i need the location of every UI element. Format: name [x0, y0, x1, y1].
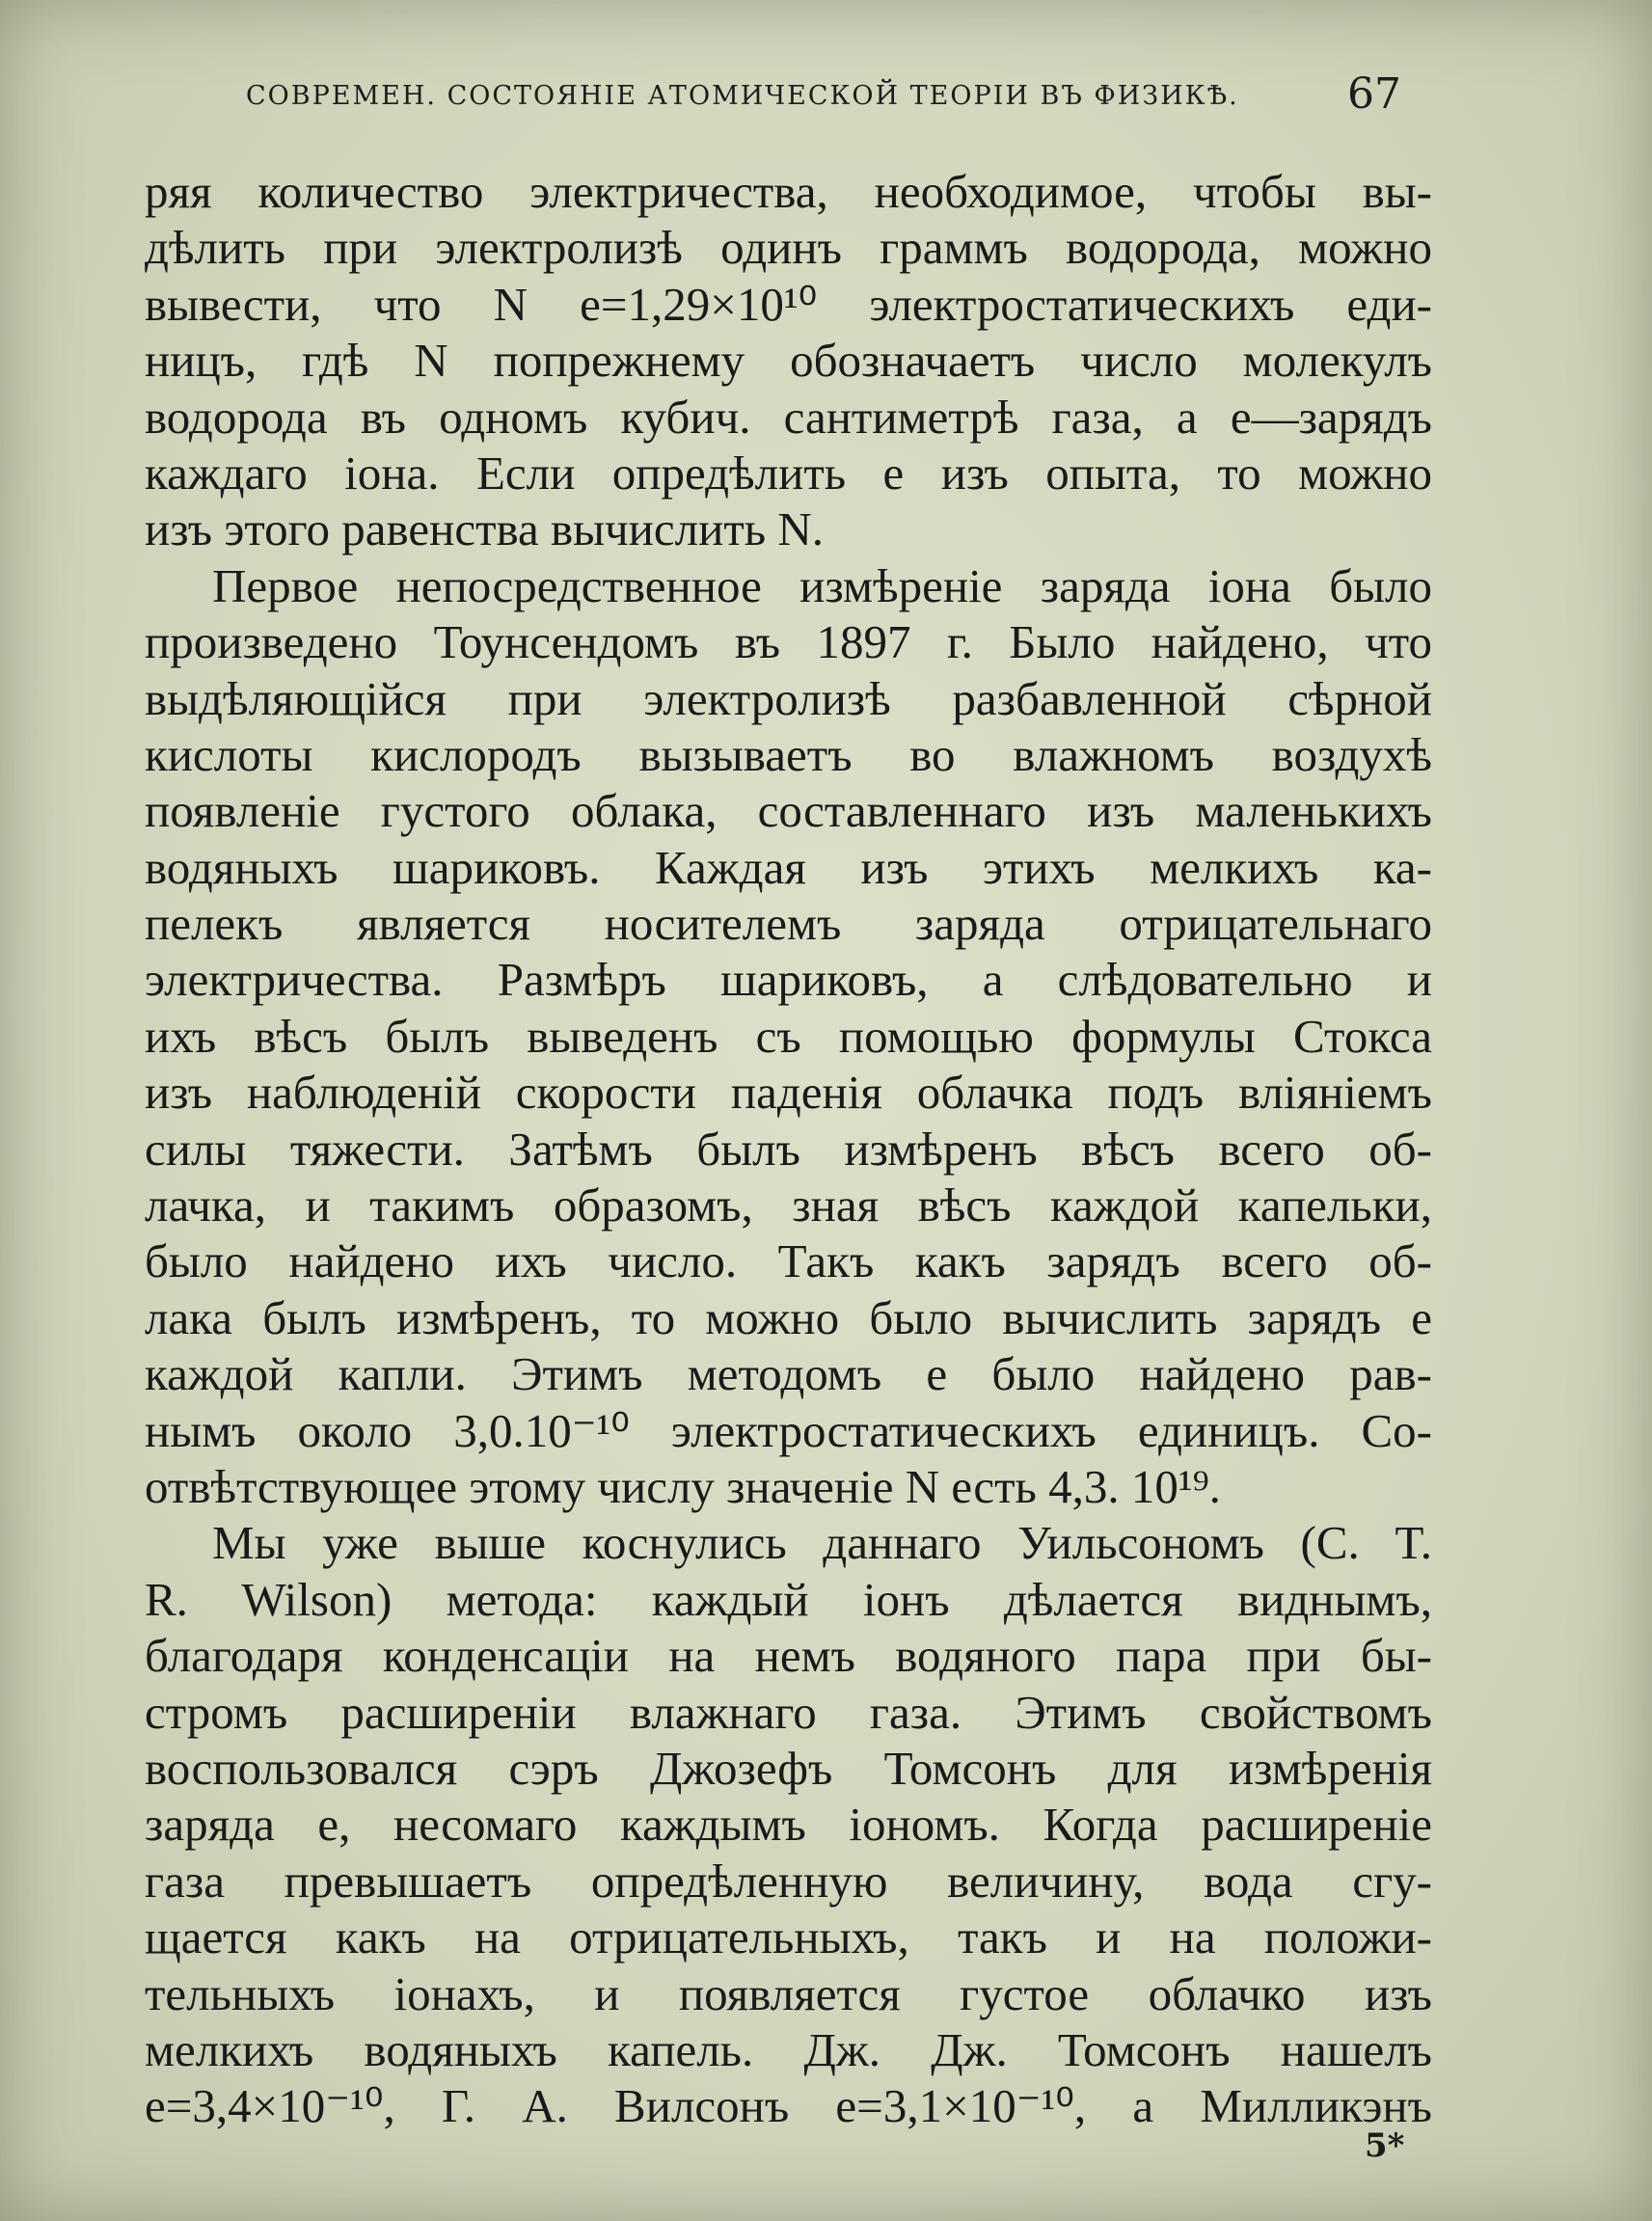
text-line: R. Wilson) метода: каждый іонъ дѣлается виднымъ, [145, 1572, 1432, 1626]
text-line: лака былъ измѣренъ, то можно было вычислить зарядъ e [145, 1290, 1432, 1344]
paragraph-2 [145, 558, 1432, 1516]
text-line: водорода въ одномъ кубич. сантиметрѣ газа, а e—зарядъ [145, 390, 1432, 444]
page-header [246, 69, 1403, 127]
text-line: водяныхъ шариковъ. Каждая изъ этихъ мелкихъ ка- [145, 840, 1432, 894]
text-line: Первое непосредственное измѣреніе заряда іона было [212, 558, 1432, 612]
text-line: выдѣляющійся при электролизѣ разбавленной сѣрной [145, 671, 1432, 725]
text-line: тельныхъ іонахъ, и появляется густое облачко изъ [145, 1966, 1432, 2020]
text-line: ницъ, гдѣ N попрежнему обозначаетъ число молекулъ [145, 334, 1432, 388]
paragraph-1 [145, 164, 1432, 558]
text-line: изъ наблюденій скорости паденія облачка подъ вліяніемъ [145, 1066, 1432, 1120]
text-line: газа превышаетъ опредѣленную величину, вода сгу- [145, 1854, 1432, 1908]
text-line: благодаря конденсаціи на немъ водяного пара при бы- [145, 1629, 1432, 1683]
text-line: нымъ около 3,0.10⁻¹⁰ электростатическихъ единицъ. Со- [145, 1403, 1432, 1457]
text-line: лачка, и такимъ образомъ, зная вѣсъ каждой капельки, [145, 1178, 1432, 1232]
text-line: дѣлить при электролизѣ одинъ граммъ водорода, можно [145, 221, 1432, 275]
text-line: ряя количество электричества, необходимое, чтобы вы- [145, 165, 1432, 218]
text-line: было найдено ихъ число. Такъ какъ зарядъ всего об- [145, 1234, 1432, 1288]
text-line: каждаго іона. Если опредѣлить e изъ опыта, то можно [145, 446, 1432, 500]
body-text [145, 164, 1432, 2135]
text-line: появленіе густого облака, составленнаго изъ маленькихъ [145, 784, 1432, 838]
text-line: ихъ вѣсъ былъ выведенъ съ помощью формулы Стокса [145, 1009, 1432, 1063]
text-line: силы тяжести. Затѣмъ былъ измѣренъ вѣсъ всего об- [145, 1122, 1432, 1176]
text-line: каждой капли. Этимъ методомъ e было найдено рав- [145, 1347, 1432, 1401]
page-number: 67 [1347, 69, 1401, 119]
text-line: Мы уже выше коснулись даннаго Уильсономъ (C. T. [212, 1516, 1432, 1570]
text-line: заряда e, несомаго каждымъ іономъ. Когда расширеніе [145, 1798, 1432, 1852]
text-line: e=3,4×10⁻¹⁰, Г. А. Вилсонъ e=3,1×10⁻¹⁰, а Милликэнъ [145, 2079, 1432, 2133]
text-line: изъ этого равенства вычислить N. [145, 502, 824, 556]
text-line: кислоты кислородъ вызываетъ во влажномъ воздухѣ [145, 727, 1432, 781]
text-line: отвѣтствующее этому числу значеніе N есть 4,3. 10¹⁹. [145, 1459, 1221, 1513]
signature-mark: 5* [1365, 2126, 1405, 2165]
paragraph-3 [145, 1515, 1432, 2134]
text-line: произведено Тоунсендомъ въ 1897 г. Было найдено, что [145, 615, 1432, 669]
text-line: пелекъ является носителемъ заряда отрицательнаго [145, 897, 1432, 951]
text-line: электричества. Размѣръ шариковъ, а слѣдовательно и [145, 953, 1432, 1007]
text-line: вывести, что N e=1,29×10¹⁰ электростатическихъ еди- [145, 277, 1432, 331]
text-line: стромъ расширеніи влажнаго газа. Этимъ свойствомъ [145, 1685, 1432, 1739]
running-title: СОВРЕМЕН. СОСТОЯНІЕ АТОМИЧЕСКОЙ ТЕОРІИ ВЪ ФИЗИКѢ. [246, 81, 1239, 111]
text-line: воспользовался сэръ Джозефъ Томсонъ для измѣренія [145, 1741, 1432, 1795]
text-line: мелкихъ водяныхъ капель. Дж. Дж. Томсонъ нашелъ [145, 2022, 1432, 2076]
text-line: щается какъ на отрицательныхъ, такъ и на положи- [145, 1910, 1432, 1964]
